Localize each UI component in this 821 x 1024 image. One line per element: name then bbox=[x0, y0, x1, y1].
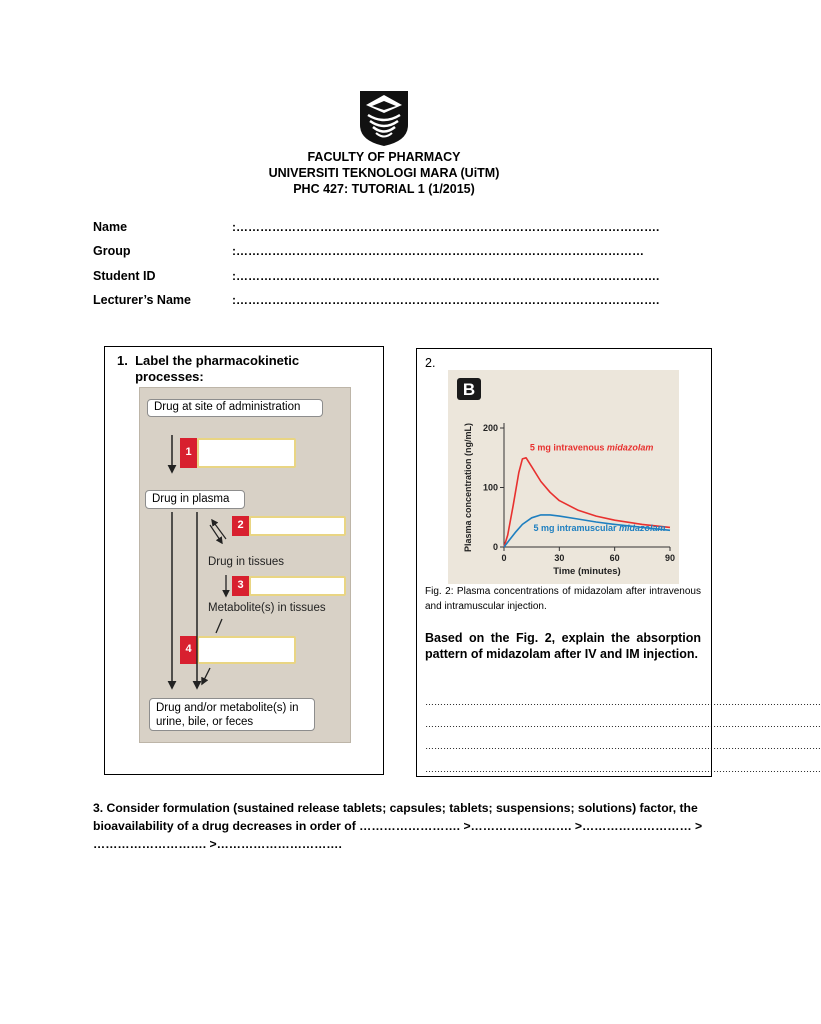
iv-series-label-plain: 5 mg intravenous bbox=[529, 442, 607, 453]
answer-line-4[interactable]: …………………………………………………………………………………………………………………… bbox=[425, 764, 821, 774]
midazolam-chart bbox=[448, 370, 679, 584]
student-id-field[interactable]: :……………………………………………………………………………………………. bbox=[232, 269, 660, 283]
pk-diagram bbox=[139, 387, 351, 743]
metabolite-in-tissues-text: Metabolite(s) in tissues bbox=[208, 602, 326, 614]
y-tick-label-1: 100 bbox=[482, 482, 498, 493]
course-title: PHC 427: TUTORIAL 1 (1/2015) bbox=[293, 182, 475, 196]
chart-background bbox=[448, 370, 679, 584]
y-tick-label-0: 0 bbox=[492, 542, 498, 552]
question-1-heading bbox=[117, 353, 315, 385]
question-2-text: Based on the Fig. 2, explain the absorption pattern of midazolam after IV and IM injection. bbox=[425, 631, 701, 661]
slot-3-number: 3 bbox=[232, 576, 249, 596]
lecturer-name-field[interactable]: :……………………………………………………………………………………………. bbox=[232, 293, 660, 307]
answer-line-3[interactable]: …………………………………………………………………………………………………………………… bbox=[425, 741, 821, 751]
lecturer-name-label: Lecturer’s Name bbox=[93, 293, 191, 307]
group-label: Group bbox=[93, 244, 131, 258]
question-1-number: 1. bbox=[117, 353, 128, 368]
excretion-box: Drug and/or metabolite(s) in urine, bile, or feces bbox=[149, 698, 315, 731]
slot-2-number: 2 bbox=[232, 516, 249, 536]
site-of-administration-box: Drug at site of administration bbox=[147, 399, 323, 417]
answer-line-1[interactable]: …………………………………………………………………………………………………………………… bbox=[425, 697, 821, 707]
im-series-label bbox=[534, 523, 666, 533]
name-label: Name bbox=[93, 220, 128, 234]
y-axis-label: Plasma concentration (ng/mL) bbox=[463, 422, 473, 553]
question-1-title: Label the pharmacokinetic processes: bbox=[135, 353, 300, 384]
x-tick-label-3: 90 bbox=[664, 553, 676, 563]
drug-in-plasma-box: Drug in plasma bbox=[145, 490, 245, 509]
uitm-logo bbox=[358, 89, 410, 147]
answer-line-2[interactable]: …………………………………………………………………………………………………………………… bbox=[425, 719, 821, 729]
x-tick-label-0: 0 bbox=[501, 553, 507, 563]
slot-1-number: 1 bbox=[180, 438, 197, 468]
y-tick-label-2: 200 bbox=[482, 423, 498, 433]
question-3-text: 3. Consider formulation (sustained release tablets; capsules; tablets; suspensions; solutions) factor, the bioavailability of a drug decreases in order of ……………………. >……………………. >……………………… > ………………………. >…………………………. bbox=[93, 801, 703, 851]
slot-4-number: 4 bbox=[180, 636, 197, 664]
question-1-box bbox=[104, 346, 384, 775]
group-field[interactable]: :………………………………………………………………………………………… bbox=[232, 244, 644, 258]
panel-label: B bbox=[462, 380, 476, 399]
name-field[interactable]: :……………………………………………………………………………………………. bbox=[232, 220, 660, 234]
im-series-label-italic: midazolam bbox=[619, 522, 666, 533]
iv-series-label bbox=[530, 443, 654, 453]
drug-in-tissues-text: Drug in tissues bbox=[208, 556, 285, 568]
figure-caption: Fig. 2: Plasma concentrations of midazolam after intravenous and intramuscular injection. bbox=[425, 586, 701, 612]
im-series-label-plain: 5 mg intramuscular bbox=[533, 522, 620, 533]
pk-arrows bbox=[140, 388, 350, 742]
iv-series-label-italic: midazolam bbox=[606, 442, 654, 453]
question-2-number: 2. bbox=[425, 356, 436, 370]
university-title: UNIVERSITI TEKNOLOGI MARA (UiTM) bbox=[268, 166, 500, 180]
x-axis-label: Time (minutes) bbox=[553, 566, 621, 577]
x-tick-label-1: 30 bbox=[554, 553, 565, 563]
student-id-label: Student ID bbox=[93, 269, 156, 283]
x-tick-label-2: 60 bbox=[609, 553, 620, 563]
faculty-title: FACULTY OF PHARMACY bbox=[307, 150, 461, 164]
